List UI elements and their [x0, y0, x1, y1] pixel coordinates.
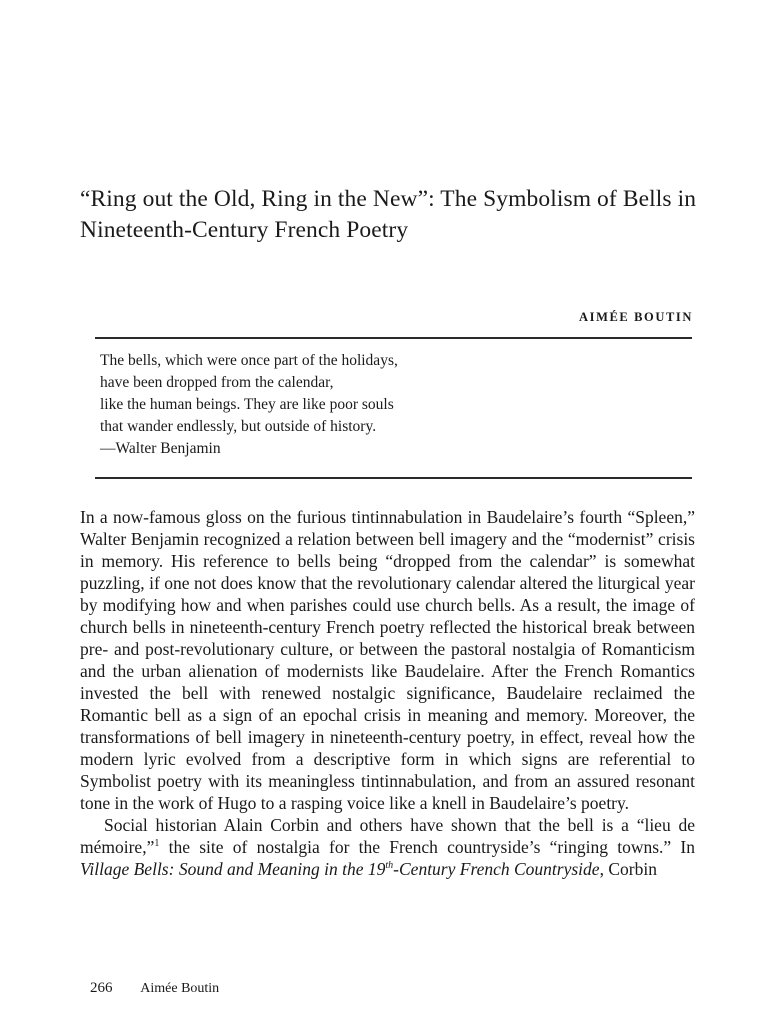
book-title-superscript: th — [385, 860, 394, 872]
epigraph-line: that wander endlessly, but outside of history. — [100, 418, 377, 435]
epigraph — [100, 350, 620, 460]
epigraph-line: like the human beings. They are like poor souls — [100, 396, 394, 413]
paragraph-2-text: the site of nostalgia for the French countryside’s “ringing towns.” In — [159, 837, 695, 857]
footnote-marker[interactable]: 1 — [154, 838, 160, 850]
book-title-part: -Century French Countryside — [393, 859, 600, 879]
book-title-part: Village Bells: Sound and Meaning in the 19 — [80, 859, 386, 879]
epigraph-top-rule — [95, 337, 692, 339]
body-text — [80, 506, 695, 880]
epigraph-line: have been dropped from the calendar, — [100, 374, 334, 391]
paragraph-2-text: Social historian Alain Corbin and others have shown that the bell is a “lieu de mémoire,” — [80, 815, 695, 857]
paragraph-2-text: , Corbin — [599, 859, 657, 879]
paragraph-2 — [80, 814, 695, 880]
book-title — [80, 859, 600, 879]
epigraph-line: The bells, which were once part of the holidays, — [100, 352, 398, 369]
paragraph-1: In a now-famous gloss on the furious tintinnabulation in Baudelaire’s fourth “Spleen,” Walter Benjamin recognized a relation between bell imagery and the “modernist” crisis in memory. His reference to bells being “dropped from the calendar” is somewhat puzzling, if one not does know that the revolutionary calendar altered the liturgical year by modifying how and when parishes could use church bells. As a result, the image of church bells in nineteenth-century French poetry reflected the historical break between pre- and post-revolutionary culture, or between the pastoral nostalgia of Romanticism and the urban alienation of modernists like Baudelaire. After the French Romantics invested the bell with renewed nostalgic significance, Baudelaire reclaimed the Romantic bell as a sign of an epochal crisis in meaning and memory. Moreover, the transformations of bell imagery in nineteenth-century poetry, in effect, reveal how the modern lyric evolved from a descriptive form in which signs are referential to Symbolist poetry with its meaningless tintinnabulation, and from an assured resonant tone in the work of Hugo to a rasping voice like a knell in Baudelaire’s poetry. — [80, 507, 695, 813]
epigraph-attribution: —Walter Benjamin — [100, 440, 221, 457]
running-head: Aimée Boutin — [140, 981, 220, 996]
page-number: 266 — [90, 980, 113, 996]
article-author: AIMÉE BOUTIN — [578, 310, 693, 324]
article-title: “Ring out the Old, Ring in the New”: The Symbolism of Bells in Nineteenth-Century French Poetry — [80, 186, 697, 243]
page-footer — [90, 980, 219, 997]
epigraph-bottom-rule — [95, 477, 692, 479]
